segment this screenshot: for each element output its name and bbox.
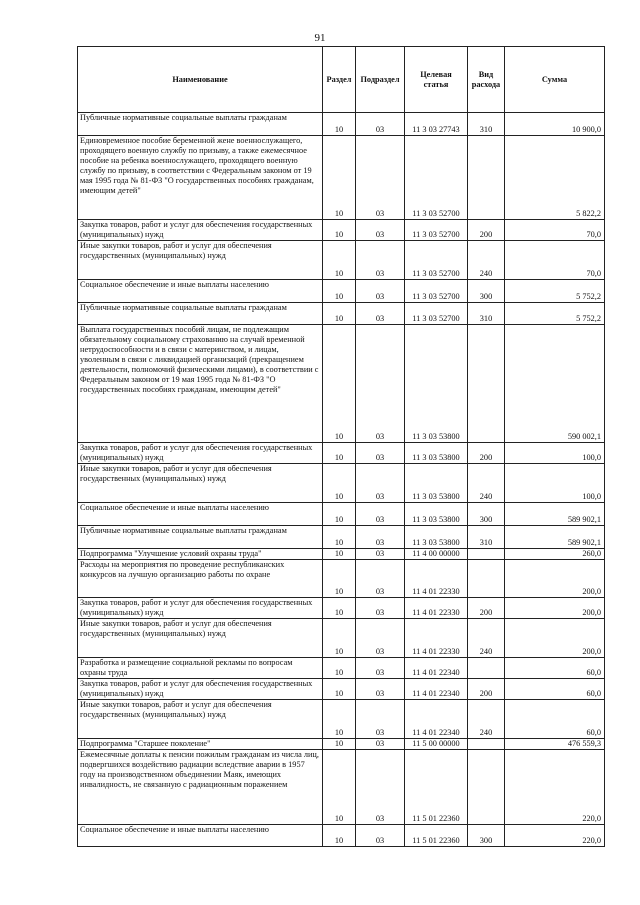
table-row [78,526,605,549]
row-amount: 70,0 [505,220,605,241]
row-subsection: 03 [356,825,405,847]
row-expense-type [468,750,505,825]
row-amount: 100,0 [505,443,605,464]
row-target: 11 4 01 22340 [405,679,468,700]
row-target: 11 3 03 53800 [405,443,468,464]
row-section: 10 [323,113,356,136]
row-name [78,825,323,847]
row-target: 11 4 01 22340 [405,700,468,739]
row-section: 10 [323,825,356,847]
row-name-text: Иные закупки товаров, работ и услуг для обеспечения государственных (муниципальных) нужд [80,619,272,638]
row-expense-type: 300 [468,503,505,526]
row-section: 10 [323,526,356,549]
row-amount: 589 902,1 [505,526,605,549]
row-target: 11 3 03 52700 [405,280,468,303]
row-section: 10 [323,700,356,739]
row-expense-type [468,739,505,750]
row-section: 10 [323,658,356,679]
row-amount: 5 752,2 [505,280,605,303]
row-amount: 200,0 [505,560,605,598]
table-row [78,619,605,658]
row-amount: 5 822,2 [505,136,605,220]
row-section: 10 [323,464,356,503]
row-section: 10 [323,220,356,241]
row-subsection: 03 [356,560,405,598]
row-expense-type: 240 [468,619,505,658]
row-name [78,549,323,560]
row-subsection: 03 [356,325,405,443]
header-section: Раздел [323,47,356,113]
row-name-text: Социальное обеспечение и иные выплаты населению [80,503,269,512]
row-name [78,750,323,825]
row-amount: 200,0 [505,619,605,658]
row-name [78,280,323,303]
row-name [78,220,323,241]
row-expense-type [468,658,505,679]
row-section: 10 [323,560,356,598]
row-name-text: Закупка товаров, работ и услуг для обеспечения государственных (муниципальных) нужд [80,679,313,698]
row-name-text: Публичные нормативные социальные выплаты гражданам [80,526,287,535]
table-row [78,280,605,303]
table-row [78,113,605,136]
row-subsection: 03 [356,526,405,549]
row-name-text: Иные закупки товаров, работ и услуг для обеспечения государственных (муниципальных) нужд [80,464,272,483]
row-subsection: 03 [356,443,405,464]
table-row [78,220,605,241]
row-expense-type: 310 [468,113,505,136]
row-target: 11 3 03 52700 [405,303,468,325]
row-subsection: 03 [356,241,405,280]
row-name-text: Расходы на мероприятия по проведение республиканских конкурсов на лучшую организацию работы по охране [80,560,285,579]
table-row [78,598,605,619]
row-subsection: 03 [356,503,405,526]
row-target: 11 3 03 52700 [405,241,468,280]
row-name-text: Социальное обеспечение и иные выплаты населению [80,825,269,834]
row-subsection: 03 [356,598,405,619]
row-name [78,658,323,679]
row-name [78,443,323,464]
row-expense-type: 300 [468,825,505,847]
row-amount: 70,0 [505,241,605,280]
row-name-text: Подпрограмма "Улучшение условий охраны труда" [80,549,262,558]
row-target: 11 3 03 27743 [405,113,468,136]
header-subsection: Подраздел [356,47,405,113]
row-subsection: 03 [356,220,405,241]
row-expense-type: 240 [468,464,505,503]
row-name [78,241,323,280]
row-name-text: Разработка и размещение социальной рекламы по вопросам охраны труда [80,658,293,677]
table-row [78,700,605,739]
row-expense-type [468,325,505,443]
row-section: 10 [323,241,356,280]
row-amount: 589 902,1 [505,503,605,526]
row-amount: 60,0 [505,700,605,739]
row-name-text: Выплата государственных пособий лицам, не подлежащим обязательному социальному страхованию на случай временной нетрудоспособности и в связи с материнством, и лицам, уволенным в связи с ликвидацией организаций (прекращением деятельности, полномочий физическими лицами), в соответствии с Федеральным законом от 19 мая 1995 года № 81-ФЗ "О государственных пособиях гражданам, имеющим детей" [80,325,319,394]
row-expense-type: 240 [468,241,505,280]
row-target: 11 3 03 52700 [405,136,468,220]
row-name [78,619,323,658]
row-section: 10 [323,679,356,700]
row-subsection: 03 [356,549,405,560]
row-section: 10 [323,598,356,619]
row-subsection: 03 [356,658,405,679]
row-subsection: 03 [356,464,405,503]
row-section: 10 [323,739,356,750]
row-subsection: 03 [356,739,405,750]
row-section: 10 [323,443,356,464]
row-subsection: 03 [356,303,405,325]
row-amount: 476 559,3 [505,739,605,750]
row-target: 11 5 01 22360 [405,750,468,825]
table-row [78,658,605,679]
table-row [78,443,605,464]
row-expense-type: 300 [468,280,505,303]
row-target: 11 4 01 22330 [405,598,468,619]
row-name [78,598,323,619]
row-name-text: Иные закупки товаров, работ и услуг для обеспечения государственных (муниципальных) нужд [80,241,272,260]
row-subsection: 03 [356,113,405,136]
row-name-text: Закупка товаров, работ и услуг для обеспечения государственных (муниципальных) нужд [80,220,313,239]
row-name-text: Публичные нормативные социальные выплаты гражданам [80,113,287,122]
row-subsection: 03 [356,750,405,825]
row-target: 11 4 01 22330 [405,619,468,658]
row-target: 11 3 03 53800 [405,464,468,503]
row-subsection: 03 [356,679,405,700]
table-row [78,679,605,700]
row-target: 11 3 03 53800 [405,325,468,443]
row-amount: 220,0 [505,825,605,847]
row-name [78,325,323,443]
row-expense-type [468,560,505,598]
row-section: 10 [323,750,356,825]
row-expense-type [468,136,505,220]
page-number: 91 [314,32,326,44]
row-expense-type [468,549,505,560]
row-target: 11 4 01 22340 [405,658,468,679]
table-row [78,325,605,443]
table-row [78,241,605,280]
row-amount: 5 752,2 [505,303,605,325]
row-name-text: Публичные нормативные социальные выплаты гражданам [80,303,287,312]
table-row [78,549,605,560]
row-name-text: Подпрограмма "Старшее поколение" [80,739,211,748]
row-name [78,136,323,220]
header-name: Наименование [78,47,323,113]
row-name-text: Иные закупки товаров, работ и услуг для обеспечения государственных (муниципальных) нужд [80,700,272,719]
row-name-text: Закупка товаров, работ и услуг для обеспечения государственных (муниципальных) нужд [80,443,313,462]
row-section: 10 [323,303,356,325]
row-expense-type: 310 [468,526,505,549]
row-expense-type: 200 [468,220,505,241]
row-name [78,739,323,750]
row-section: 10 [323,503,356,526]
row-name [78,303,323,325]
row-expense-type: 200 [468,679,505,700]
row-subsection: 03 [356,136,405,220]
row-name [78,679,323,700]
table-row [78,303,605,325]
row-amount: 60,0 [505,658,605,679]
row-expense-type: 200 [468,443,505,464]
row-name [78,700,323,739]
row-name [78,560,323,598]
row-target: 11 3 03 52700 [405,220,468,241]
header-target: Целевая статья [405,47,468,113]
row-target: 11 4 01 22330 [405,560,468,598]
table-row [78,739,605,750]
table-row [78,750,605,825]
row-name-text: Ежемесячные доплаты к пенсии пожилым гражданам из числа лиц, подвергшихся воздействию радиации вследствие аварии в 1957 году на производственном объединении Маяк, имеющих инвалидность, не связанную с радиационным поражением [80,750,319,789]
table-row [78,825,605,847]
row-amount: 10 900,0 [505,113,605,136]
row-amount: 590 002,1 [505,325,605,443]
row-target: 11 5 01 22360 [405,825,468,847]
row-target: 11 5 00 00000 [405,739,468,750]
row-expense-type: 310 [468,303,505,325]
row-section: 10 [323,280,356,303]
header-expense-type: Вид расхода [468,47,505,113]
row-section: 10 [323,136,356,220]
row-amount: 200,0 [505,598,605,619]
row-section: 10 [323,325,356,443]
budget-table [77,46,605,847]
row-expense-type: 200 [468,598,505,619]
row-amount: 100,0 [505,464,605,503]
table-row [78,503,605,526]
row-amount: 220,0 [505,750,605,825]
table-header-row [78,47,605,113]
row-name-text: Социальное обеспечение и иные выплаты населению [80,280,269,289]
header-amount: Сумма [505,47,605,113]
row-name [78,526,323,549]
row-amount: 260,0 [505,549,605,560]
row-amount: 60,0 [505,679,605,700]
row-subsection: 03 [356,700,405,739]
row-expense-type: 240 [468,700,505,739]
table-row [78,136,605,220]
row-name [78,464,323,503]
row-name [78,113,323,136]
table-row [78,560,605,598]
table-row [78,464,605,503]
row-subsection: 03 [356,619,405,658]
row-name [78,503,323,526]
row-section: 10 [323,619,356,658]
row-target: 11 4 00 00000 [405,549,468,560]
row-name-text: Закупка товаров, работ и услуг для обеспечения государственных (муниципальных) нужд [80,598,313,617]
row-section: 10 [323,549,356,560]
row-target: 11 3 03 53800 [405,526,468,549]
row-name-text: Единовременное пособие беременной жене военнослужащего, проходящего военную службу по призыву, а также ежемесячное пособие на ребенка военнослужащего, проходящего военную службу по призыву, в соответствии с Федеральным законом от 19 мая 1995 года № 81-ФЗ "О государственных пособиях гражданам, имеющим детей" [80,136,314,195]
row-target: 11 3 03 53800 [405,503,468,526]
row-subsection: 03 [356,280,405,303]
